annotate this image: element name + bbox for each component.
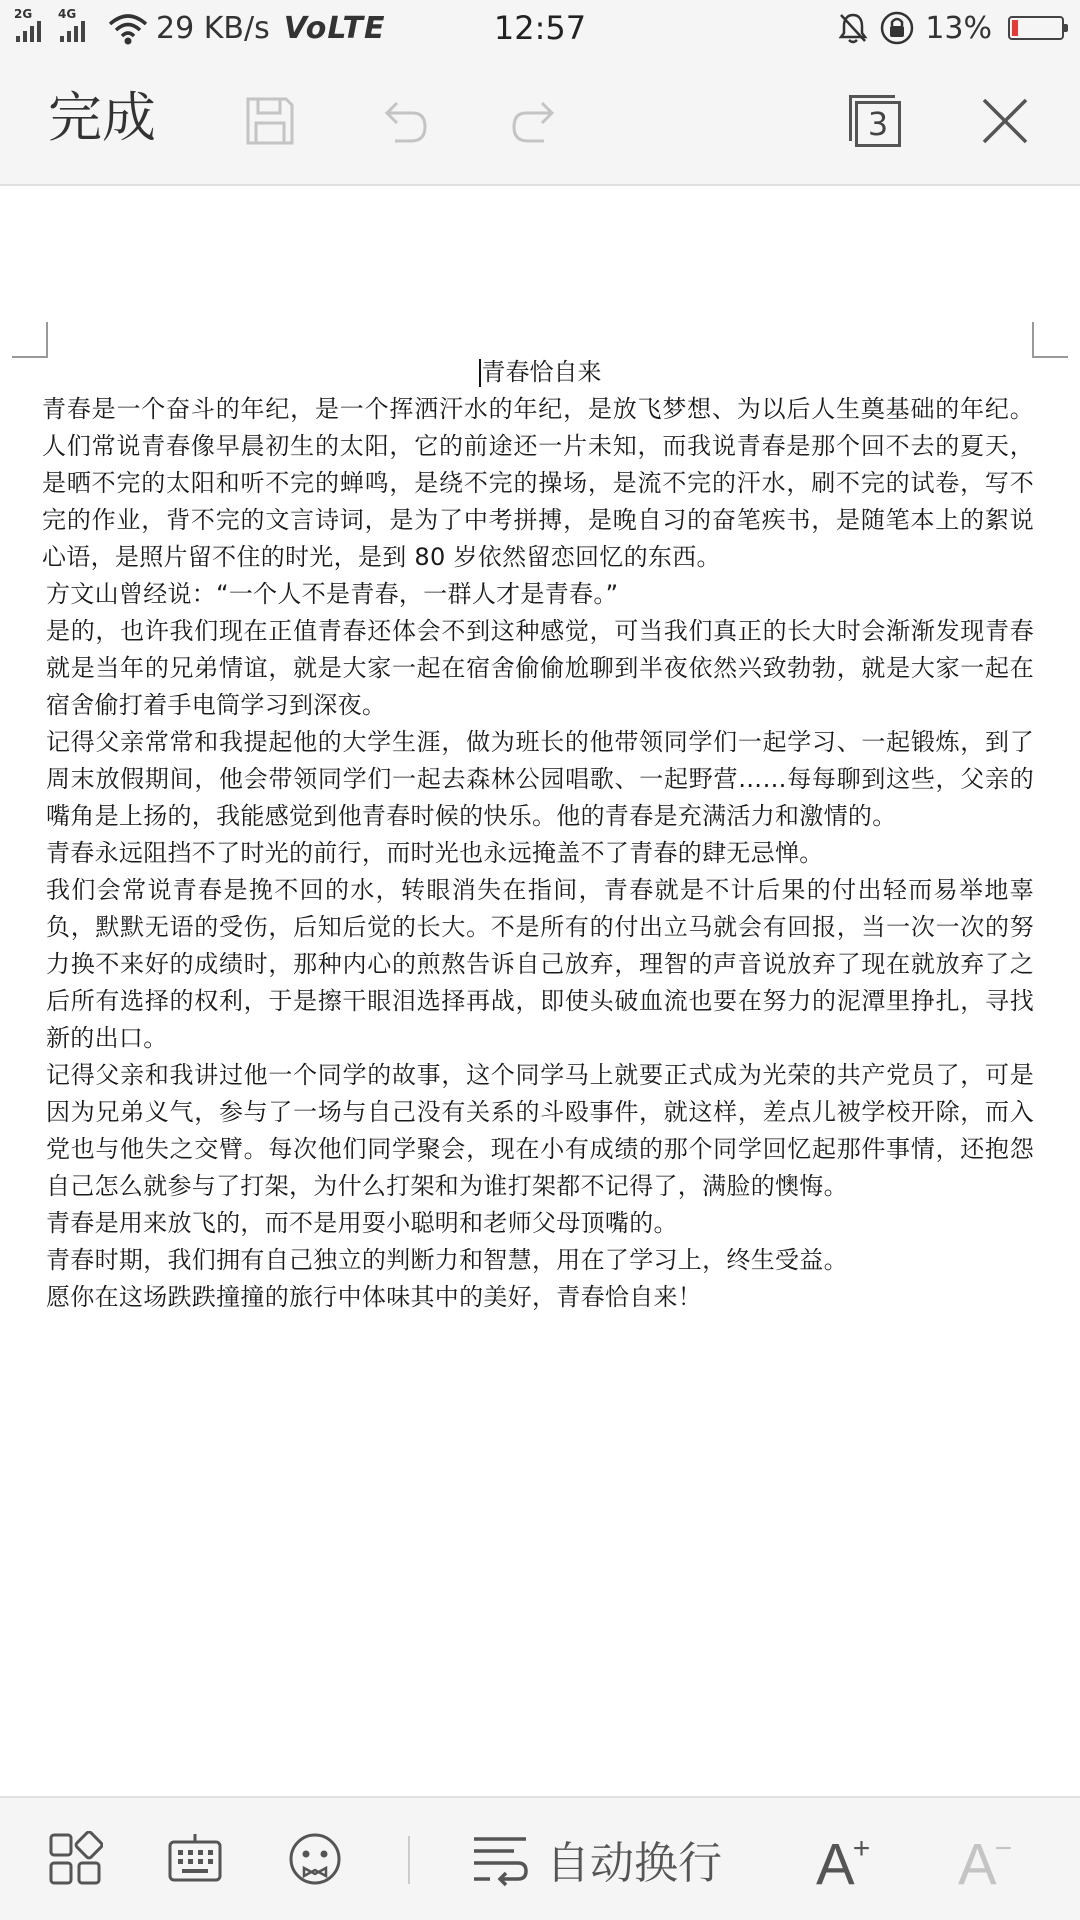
clock: 12:57 [493,9,587,47]
paragraph: 我们会常说青春是挽不回的水，转眼消失在指间，青春就是不计后果的付出轻而易举地辜负，默默无语的受伤，后知后觉的长大。不是所有的付出立马就会有回报，当一次一次的努力换不来好的成绩时，那种内心的煎熬告诉自己放弃，理智的声音说放弃了现在就放弃了之后所有选择的权利，于是擦干眼泪选择再战，即使头破血流也要在努力的泥潭里挣扎，寻找新的出口。 [46,876,1034,1052]
redo-icon [508,93,564,149]
font-decrease-icon: A [958,1832,997,1898]
battery-level [1012,20,1018,36]
save-icon [242,93,298,149]
close-icon [980,96,1030,146]
paragraph: 是的，也许我们现在正值青春还体会不到这种感觉，可当我们真正的长大时会渐渐发现青春就是当年的兄弟情谊，就是大家一起在宿舍偷偷尬聊到半夜依然兴致勃勃，就是大家一起在宿舍偷打着手电筒学习到深夜。 [46,617,1034,719]
rotation-lock-icon [879,10,915,46]
redo-button[interactable] [501,86,571,156]
network-type-4g: 4G [58,7,77,21]
paragraph: 青春是一个奋斗的年纪，是一个挥洒汗水的年纪，是放飞梦想、为以后人生奠基础的年纪。人们常说青春像早晨初生的太阳，它的前途还一片未知，而我说青春是那个回不去的夏天，是晒不完的太阳和听不完的蝉鸣，是绕不完的操场，是流不完的汗水，刷不完的试卷，写不完的作业，背不完的文言诗词，是为了中考拼搏，是晚自习的奋笔疾书，是随笔本上的絮说心语，是照片留不住的时光，是到 80 岁依然留恋回忆的东西。 [42,395,1034,571]
apps-button[interactable] [40,1824,110,1894]
done-button[interactable]: 完成 [48,86,156,149]
font-increase-icon: A [816,1832,855,1898]
document-title-line [46,354,1034,391]
paragraph: 方文山曾经说：“一个人不是青春，一群人才是青春。” [46,580,619,608]
paragraph: 记得父亲和我讲过他一个同学的故事，这个同学马上就要正式成为光荣的共产党员了，可是因为兄弟义气，参与了一场与自己没有关系的斗殴事件，就这样，差点儿被学校开除，而入党也与他失之交臂。每次他们同学聚会，现在小有成绩的那个同学回忆起那件事情，还抱怨自己怎么就参与了打架，为什么打架和为谁打架都不记得了，满脸的懊悔。 [46,1061,1034,1200]
signal-2g-icon [14,8,54,48]
editor-toolbar [0,56,1080,186]
status-bar [0,0,1080,56]
network-speed: 29 KB/s [156,10,270,46]
undo-button[interactable] [368,86,438,156]
crop-mark-right [1032,322,1068,358]
paragraph: 青春永远阻挡不了时光的前行，而时光也永远掩盖不了青春的肆无忌惮。 [46,839,824,867]
keyboard-icon [166,1830,224,1888]
bottom-toolbar [0,1796,1080,1920]
apps-icon [47,1831,103,1887]
document-body[interactable] [42,354,1034,1316]
paragraph: 青春时期，我们拥有自己独立的判断力和智慧，用在了学习上，终生受益。 [46,1246,848,1274]
emoji-icon [286,1830,344,1888]
minus-icon: − [994,1832,1013,1865]
auto-wrap-button[interactable] [470,1824,722,1894]
paragraph: 记得父亲常常和我提起他的大学生涯，做为班长的他带领同学们一起学习、一起锻炼，到了周末放假期间，他会带领同学们一起去森林公园唱歌、一起野营……每每聊到这些，父亲的嘴角是上扬的，我能感觉到他青春时候的快乐。他的青春是充满活力和激情的。 [46,728,1034,830]
document-title: 青春恰自来 [481,358,602,386]
pages-icon [847,93,903,149]
undo-icon [375,93,431,149]
paragraph: 青春是用来放飞的，而不是用耍小聪明和老师父母顶嘴的。 [46,1209,678,1237]
paragraph: 愿你在这场跌跌撞撞的旅行中体味其中的美好，青春恰自来！ [46,1283,703,1311]
battery-icon [1008,16,1064,40]
document-page[interactable] [0,186,1080,1796]
plus-icon: + [852,1832,871,1865]
text-cursor [479,359,481,387]
emoji-button[interactable] [280,1824,350,1894]
signal-4g-icon [58,8,98,48]
page-count-button[interactable] [840,86,910,156]
network-type-2g: 2G [14,7,33,21]
font-increase-button[interactable] [816,1820,870,1900]
wifi-icon [106,8,150,48]
crop-mark-left [12,322,48,358]
save-button[interactable] [235,86,305,156]
auto-wrap-label: 自动换行 [546,1838,722,1889]
keyboard-button[interactable] [160,1824,230,1894]
mute-bell-icon [837,11,869,45]
wrap-icon [470,1831,530,1887]
close-button[interactable] [970,86,1040,156]
toolbar-divider [408,1836,410,1884]
volte-indicator: VoLTE [283,10,386,46]
battery-percent: 13% [925,10,992,46]
font-decrease-button[interactable] [958,1820,1012,1900]
page-count-number: 3 [855,101,901,147]
